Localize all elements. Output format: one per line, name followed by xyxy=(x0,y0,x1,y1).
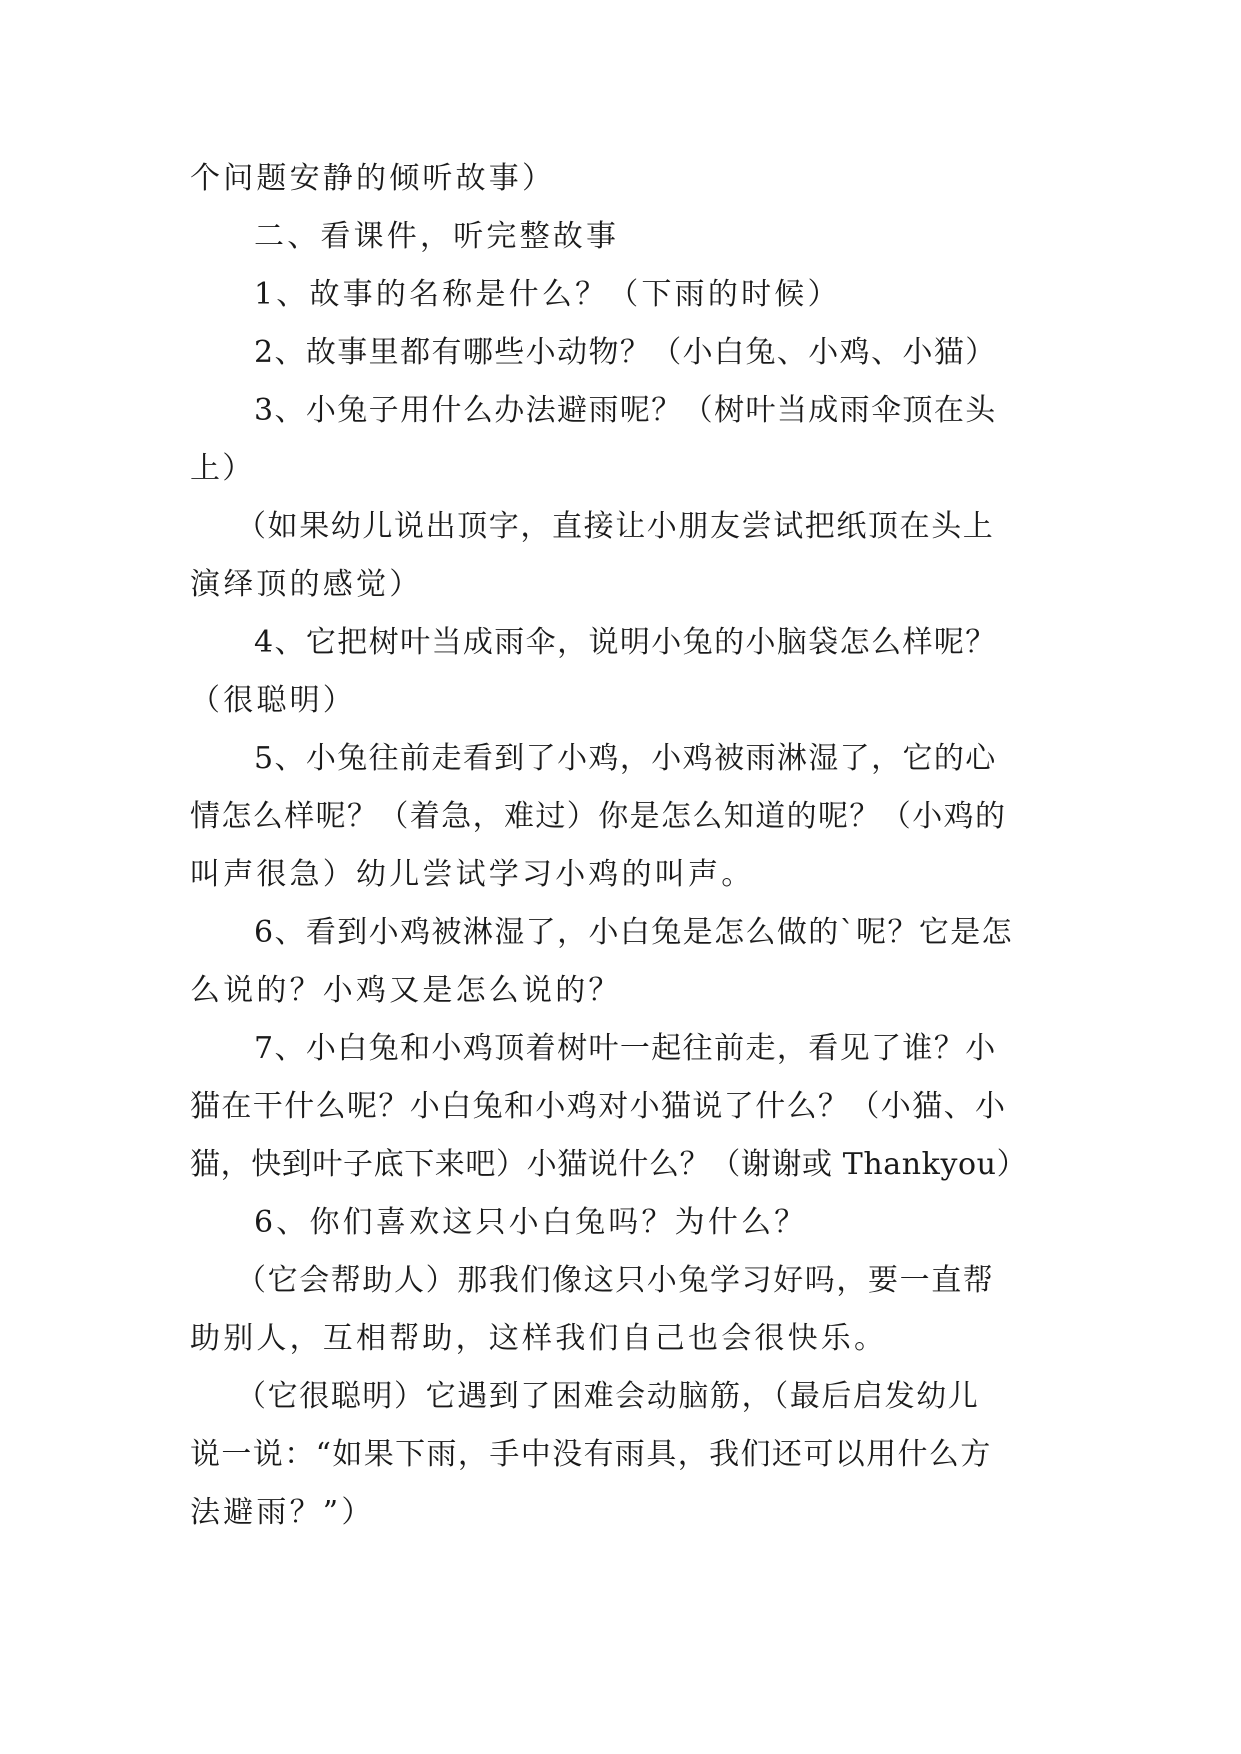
text-line: 猫，快到叶子底下来吧）小猫说什么？（谢谢或 Thankyou） xyxy=(190,1147,1028,1182)
document-body xyxy=(190,150,1070,1542)
text-line: 个问题安静的倾听故事） xyxy=(190,161,556,196)
question-4: 4、它把树叶当成雨伞，说明小兔的小脑袋怎么样呢？ xyxy=(254,625,997,660)
question-8: 6、你们喜欢这只小白兔吗？为什么？ xyxy=(254,1205,808,1240)
question-5: 5、小兔往前走看到了小鸡，小鸡被雨淋湿了，它的心 xyxy=(254,741,997,776)
text-line: 助别人，互相帮助，这样我们自己也会很快乐。 xyxy=(190,1321,888,1356)
question-3: 3、小兔子用什么办法避雨呢？（树叶当成雨伞顶在头 xyxy=(254,393,997,428)
question-7: 7、小白兔和小鸡顶着树叶一起往前走，看见了谁？小 xyxy=(254,1031,997,1066)
text-line: 叫声很急）幼儿尝试学习小鸡的叫声。 xyxy=(190,857,755,892)
question-1: 1、故事的名称是什么？（下雨的时候） xyxy=(254,277,841,312)
text-line: 演绎顶的感觉） xyxy=(190,567,423,602)
text-line: 法避雨？”） xyxy=(190,1495,375,1530)
text-line: 上） xyxy=(190,451,255,486)
text-line: 猫在干什么呢？小白兔和小鸡对小猫说了什么？（小猫、小 xyxy=(190,1089,1007,1124)
answer-paragraph: （它很聪明）它遇到了困难会动脑筋，（最后启发幼儿 xyxy=(236,1379,980,1414)
question-2: 2、故事里都有哪些小动物？（小白兔、小鸡、小猫） xyxy=(254,335,997,370)
answer-paragraph: （它会帮助人）那我们像这只小兔学习好吗，要一直帮 xyxy=(236,1263,995,1298)
question-6: 6、看到小鸡被淋湿了，小白兔是怎么做的`呢？它是怎 xyxy=(254,915,1014,950)
text-line: 情怎么样呢？（着急，难过）你是怎么知道的呢？（小鸡的 xyxy=(190,799,1007,834)
text-line: （很聪明） xyxy=(190,683,356,718)
text-line: 说一说：“如果下雨，手中没有雨具，我们还可以用什么方 xyxy=(190,1437,992,1472)
section-heading: 二、看课件，听完整故事 xyxy=(254,219,620,254)
text-line: 么说的？小鸡又是怎么说的？ xyxy=(190,973,622,1008)
note-paragraph: （如果幼儿说出顶字，直接让小朋友尝试把纸顶在头上 xyxy=(236,509,995,544)
